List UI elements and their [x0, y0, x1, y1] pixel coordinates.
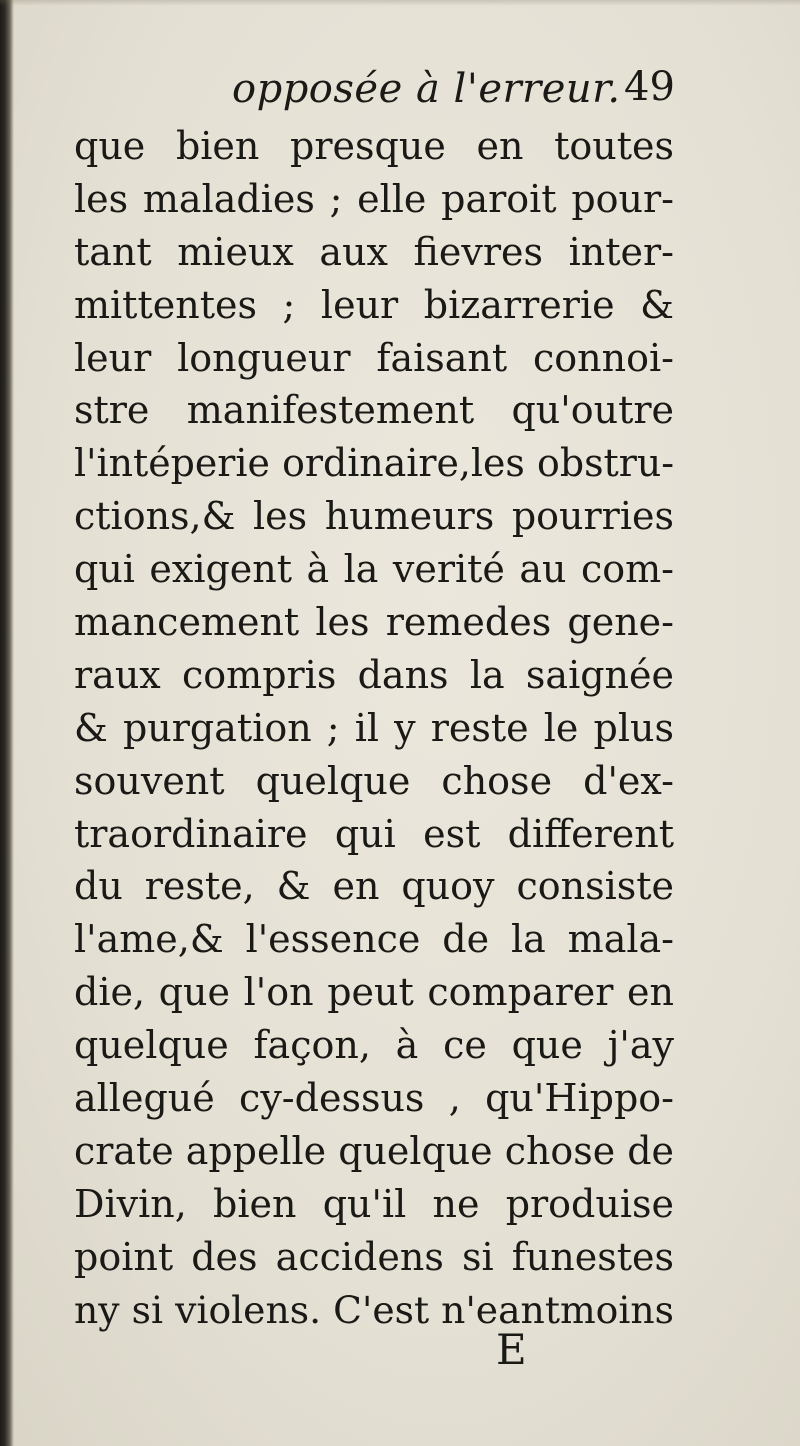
text-line: raux compris dans la saignée [74, 652, 674, 697]
text-line: leur longueur faisant connoi- [74, 335, 674, 380]
text-line: que bien presque en toutes [74, 124, 674, 168]
text-line: Divin, bien qu'il ne produise [74, 1181, 674, 1226]
text-line: tant mieux aux fievres inter- [74, 229, 674, 274]
body-text [74, 120, 674, 1336]
text-line: les maladies ; elle paroit pour- [74, 176, 674, 221]
page-header [0, 60, 800, 120]
running-head: opposée à l'erreur. [232, 66, 621, 112]
text-line: mancement les remedes gene- [74, 600, 674, 645]
text-line: allegué cy-dessus , qu'Hippo- [74, 1076, 674, 1121]
text-line: l'ame,& l'essence de la mala- [74, 917, 674, 962]
text-line: ny si violens. C'est n'eantmoins [74, 1287, 674, 1332]
text-line: die, que l'on peut comparer en [74, 970, 674, 1015]
binding-edge [0, 0, 14, 1446]
text-line: stre manifestement qu'outre [74, 388, 674, 433]
text-line: souvent quelque chose d'ex- [74, 758, 674, 803]
text-line: du reste, & en quoy consiste [74, 864, 674, 909]
text-line: crate appelle quelque chose de [74, 1128, 674, 1173]
text-line: mittentes ; leur bizarrerie & [74, 282, 674, 327]
text-line: & purgation ; il y reste le plus [74, 705, 674, 750]
text-line: quelque façon, à ce que j'ay [74, 1023, 674, 1068]
signature-mark: E [496, 1325, 527, 1374]
text-line: qui exigent à la verité au com- [74, 547, 674, 592]
text-line: l'intéperie ordinaire,les obstru- [74, 441, 674, 486]
page-number: 49 [624, 64, 675, 110]
text-line: ctions,& les humeurs pourries [74, 494, 674, 539]
text-line: traordinaire qui est different [74, 811, 674, 856]
page-top-shadow [0, 0, 800, 6]
text-line: point des accidens si funestes [74, 1234, 674, 1279]
